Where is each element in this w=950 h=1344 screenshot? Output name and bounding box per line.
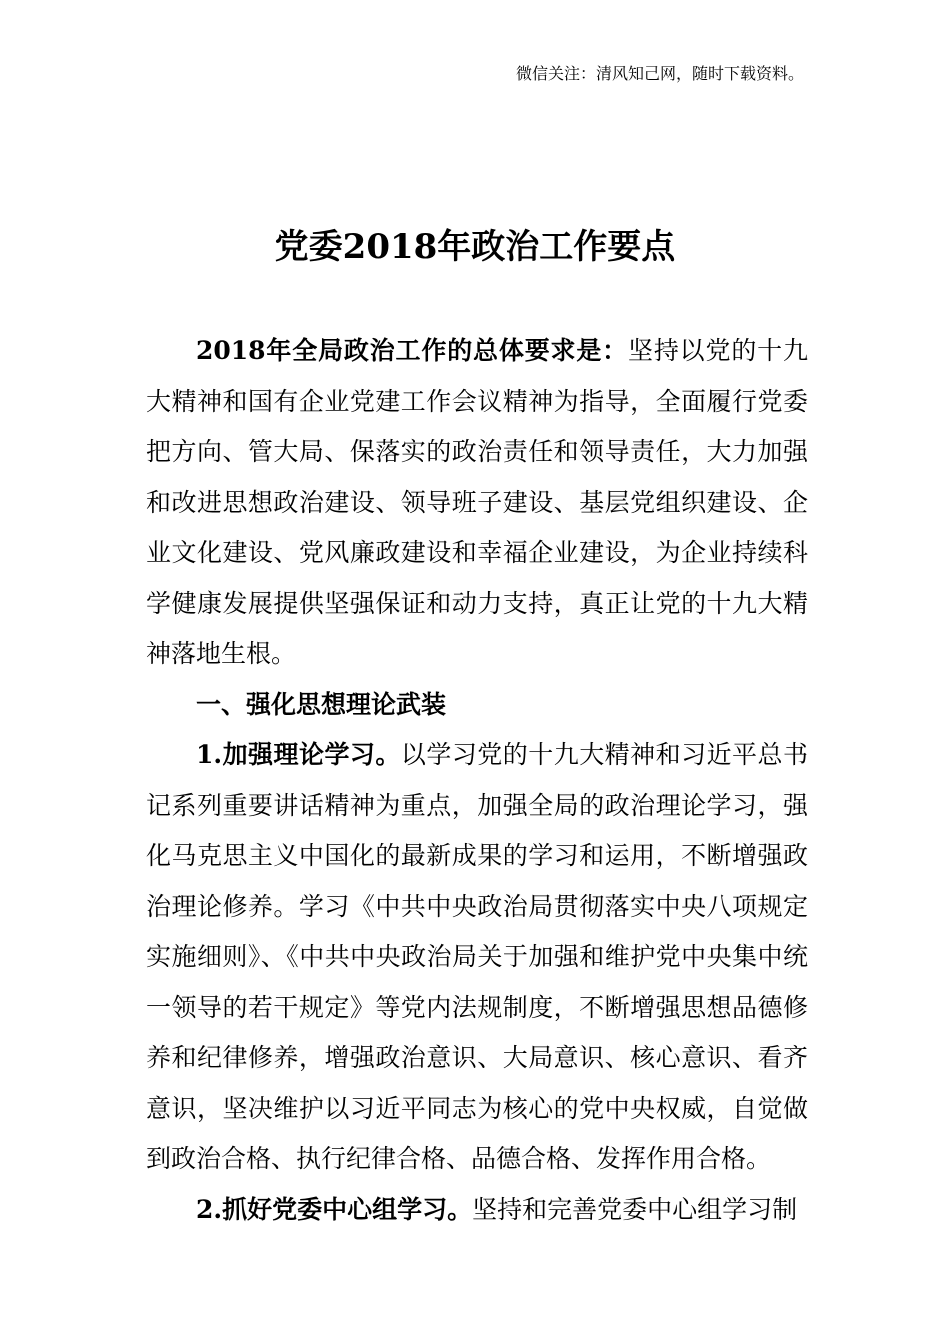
document-body bbox=[146, 326, 808, 1235]
document-title: 党委2018年政治工作要点 bbox=[274, 227, 676, 267]
item-text-2: 坚持和完善党委中心组学习制 bbox=[472, 1194, 798, 1224]
section-heading: 一、强化思想理论武装 bbox=[196, 689, 447, 719]
item-paragraph-2 bbox=[146, 1185, 808, 1236]
item-lead-1: 1.加强理论学习。 bbox=[196, 740, 401, 769]
item-text-1: 以学习党的十九大精神和习近平总书记系列重要讲话精神为重点，加强全局的政治理论学习，强化马克思主义中国化的最新成果的学习和运用，不断增强政治理论修养。学习《中共中央政治局贯彻落实中央八项规定实施细则》、《中共中央政治局关于加强和维护党中央集中统一领导的若干规定》等党内法规制度，不断增强思想品德修养和纪律修养，增强政治意识、大局意识、核心意识、看齐意识，坚决维护以习近平同志为核心的党中央权威，自觉做到政治合格、执行纪律合格、品德合格、发挥作用合格。 bbox=[146, 740, 808, 1173]
item-lead-2: 2.抓好党委中心组学习。 bbox=[196, 1194, 473, 1224]
intro-paragraph bbox=[146, 326, 808, 680]
header-note: 微信关注：清风知己网，随时下载资料。 bbox=[515, 64, 804, 83]
intro-lead: 2018年全局政治工作的总体要求是： bbox=[196, 336, 629, 365]
item-paragraph-1 bbox=[146, 730, 808, 1185]
intro-text: 坚持以党的十九大精神和国有企业党建工作会议精神为指导，全面履行党委把方向、管大局、保落实的政治责任和领导责任，大力加强和改进思想政治建设、领导班子建设、基层党组织建设、企业文化建设、党风廉政建设和幸福企业建设，为企业持续科学健康发展提供坚强保证和动力支持，真正让党的十九大精神落地生根。 bbox=[146, 336, 808, 668]
